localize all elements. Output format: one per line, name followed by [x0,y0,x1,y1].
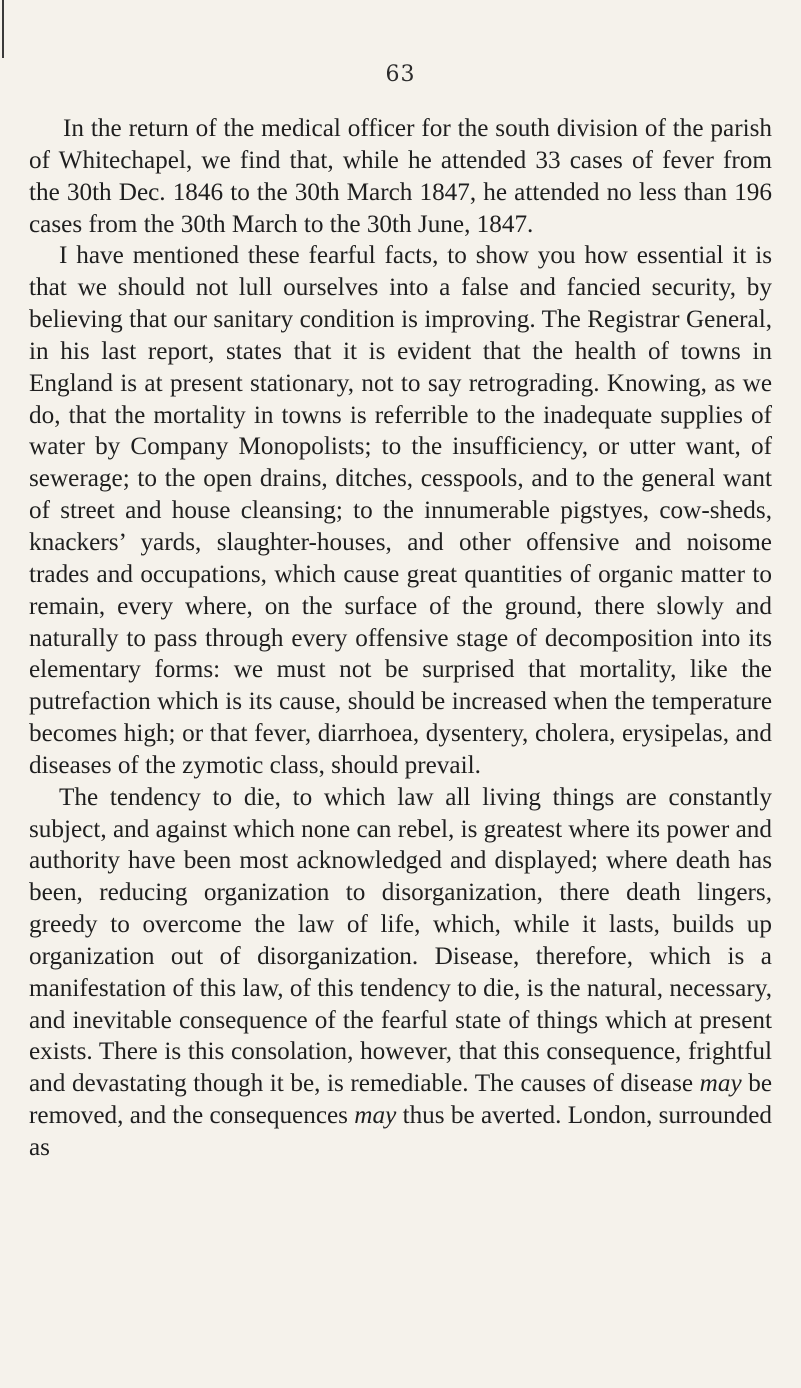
paragraph [29,113,772,240]
body-text [29,113,772,1164]
page-number: 63 [385,62,416,87]
paragraph-text: be removed, and the consequences [29,1070,772,1130]
paragraph [29,240,772,781]
paragraph-text: In the return of the medical officer for the south division of the parish of Whitechapel, we find that, while he attended 33 cases of fever from the 30th Dec. 1846 to the 30th March 1847, he attended no less than 196 cases from the 30th March to the 30th June, 1847. [29,115,772,238]
italic-text: may [354,1102,397,1130]
italic-text: may [699,1070,742,1098]
paragraph-text: I have mentioned these fearful facts, to show you how essential it is that we should not lull ourselves into a false and fancied security, by believing that our sanitary condition is improving. The Registrar General, in his last report, states that it is evident that the health of towns in England is at present stationary, not to say retrograding. Knowing, as we do, that the mortality in towns is referrible to the inadequate supplies of water by Company Monopolists; to the insufficiency, or utter want, of sewerage; to the open drains, ditches, cesspools, and to the general want of street and house cleansing; to the innumerable pigstyes, cow-sheds, knackers’ yards, slaughter-houses, and other offensive and noisome trades and occupations, which cause great quantities of organic matter to remain, every where, on the surface of the ground, there slowly and naturally to pass through every offensive stage of decomposition into its elementary forms: we must not be surprised that mortality, like the putrefaction which is its cause, should be increased when the temperature becomes high; or that fever, diarrhoea, dysentery, cholera, erysipelas, and diseases of the zymotic class, should prevail. [29,242,772,779]
paragraph-text: The tendency to die, to which law all living things are constantly subject, and against which none can rebel, is greatest where its power and authority have been most acknowledged and displayed; where death has been, reducing organization to disorganization, there death lingers, greedy to overcome the law of life, which, while it lasts, builds up organization out of disorganization. Disease, therefore, which is a manifestation of this law, of this tendency to die, is the natural, necessary, and inevitable consequence of the fearful state of things which at present exists. There is this consolation, however, that this consequence, frightful and devastating though it be, is remediable. The causes of disease [29,783,772,1098]
paragraph [29,782,772,1164]
paragraph-text: thus be averted. London, surrounded as [29,1102,772,1161]
page-edge-rule [2,0,4,58]
